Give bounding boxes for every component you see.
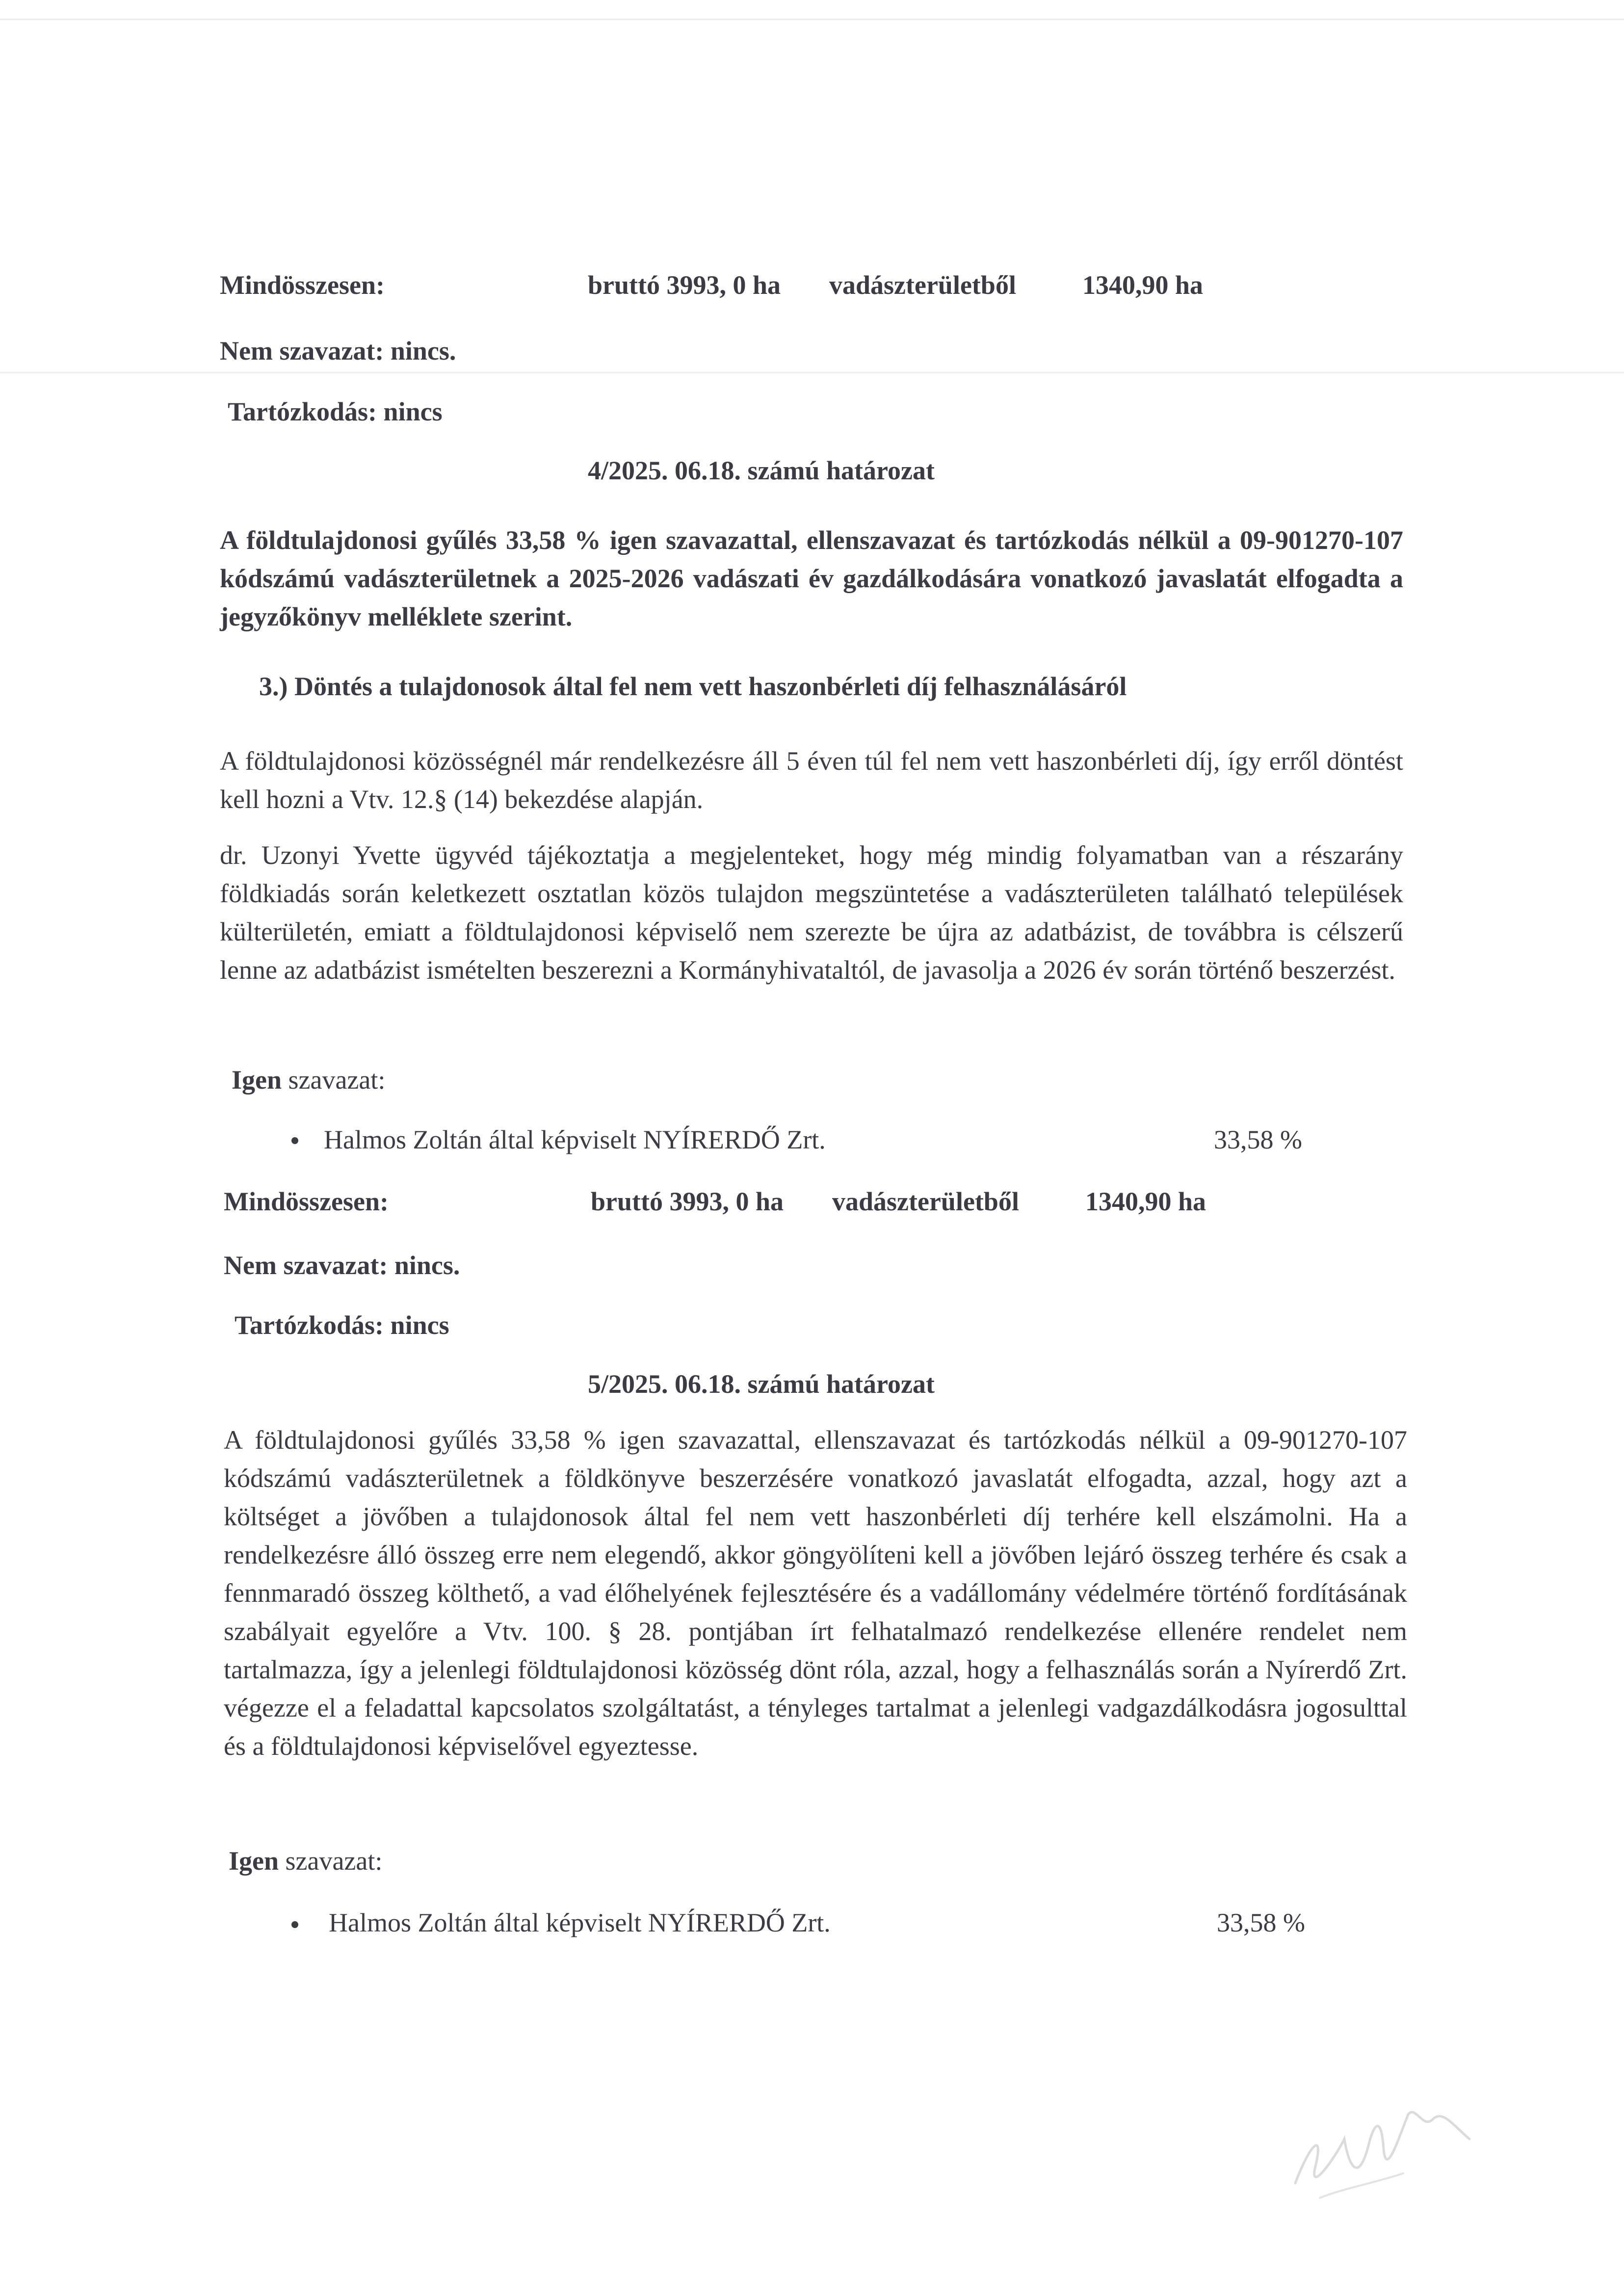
resolution-title: 5/2025. 06.18. számú határozat <box>588 1369 935 1399</box>
total-value: 1340,90 ha <box>1085 1187 1206 1216</box>
total-label: Mindösszesen: <box>220 270 385 300</box>
agenda-paragraph: A földtulajdonosi közösségnél már rendelkezésre áll 5 éven túl fel nem vett haszonbérleti díj, így erről döntést kell hozni a Vtv. 12.§ (14) bekezdése alapján. <box>220 746 1403 814</box>
total-from: vadászterületből <box>829 270 1016 300</box>
abstain-line: Tartózkodás: nincs <box>235 1310 449 1340</box>
bullet-icon <box>291 1921 298 1928</box>
resolution-title: 4/2025. 06.18. számú határozat <box>588 456 935 485</box>
signature-icon <box>1276 2085 1487 2213</box>
total-gross: bruttó 3993, 0 ha <box>591 1187 784 1216</box>
bullet-icon <box>291 1137 298 1144</box>
agenda-paragraph-detail: dr. Uzonyi Yvette ügyvéd tájékoztatja a megjelenteket, hogy még mindig folyamatban van a részarány földkiadás során keletkezett osztatlan közös tulajdon megszüntetése a vadászterületen található települések külterületén, emiatt a földtulajdonosi képviselő nem szerezte be újra az adatbázist, de továbbra is célszerű lenne az adatbázist ismételten beszerezni a Kormányhivataltól, de javasolja a 2026 év során történő beszerzést. <box>220 840 1403 985</box>
abstain-line: Tartózkodás: nincs <box>228 397 443 426</box>
yes-vote-label: Igen szavazat: <box>232 1065 386 1095</box>
no-vote-line: Nem szavazat: nincs. <box>220 336 456 365</box>
resolution-text: A földtulajdonosi gyűlés 33,58 % igen szavazattal, ellenszavazat és tartózkodás nélkül a 09-901270-107 kódszámú vadászterületnek a 2025-2026 vadászati év gazdálkodására vonatkozó javaslatát elfogadta a jegyzőkönyv melléklete szerint. <box>220 525 1403 631</box>
resolution-text: A földtulajdonosi gyűlés 33,58 % igen szavazattal, ellenszavazat és tartózkodás nélkül a 09-901270-107 kódszámú vadászterületnek a földkönyve beszerzésére vonatkozó javaslatát elfogadta, azzal, hogy azt a költséget a jövőben a tulajdonosok által fel nem vett haszonbérleti díj terhére kell elszámolni. Ha a rendelkezésre álló összeg erre nem elegendő, akkor göngyölíteni kell a jövőben lejáró összeg terhére és csak a fennmaradó összeg költhető, a vad élőhelyének fejlesztésére és a vadállomány védelmére történő fordításának szabályait egyelőre a Vtv. 100. § 28. pontjában írt felhatalmazó rendelkezése ellenére rendelet nem tartalmazza, így a jelenlegi földtulajdonosi közösség dönt róla, azzal, hogy a felhasználás során a Nyírerdő Zrt. végezze el a feladattal kapcsolatos szolgáltatást, a tényleges tartalmat a jelenlegi vadgazdálkodásra jogosulttal és a földtulajdonosi képviselővel egyeztesse. <box>224 1425 1407 1761</box>
voter-name: Halmos Zoltán által képviselt NYÍRERDŐ Zrt. <box>324 1125 826 1154</box>
no-vote-line: Nem szavazat: nincs. <box>224 1251 460 1280</box>
total-value: 1340,90 ha <box>1082 270 1204 300</box>
voter-name: Halmos Zoltán által képviselt NYÍRERDŐ Zrt. <box>329 1908 831 1937</box>
voter-percentage: 33,58 % <box>1214 1125 1302 1154</box>
scan-artifact-line <box>0 372 1624 373</box>
total-gross: bruttó 3993, 0 ha <box>588 270 781 300</box>
total-from: vadászterületből <box>832 1187 1019 1216</box>
voter-percentage: 33,58 % <box>1217 1908 1305 1937</box>
scan-edge-line <box>0 19 1624 20</box>
yes-vote-label: Igen szavazat: <box>229 1846 383 1876</box>
agenda-heading: 3.) Döntés a tulajdonosok által fel nem vett haszonbérleti díj felhasználásáról <box>259 672 1127 701</box>
total-label: Mindösszesen: <box>224 1187 389 1216</box>
